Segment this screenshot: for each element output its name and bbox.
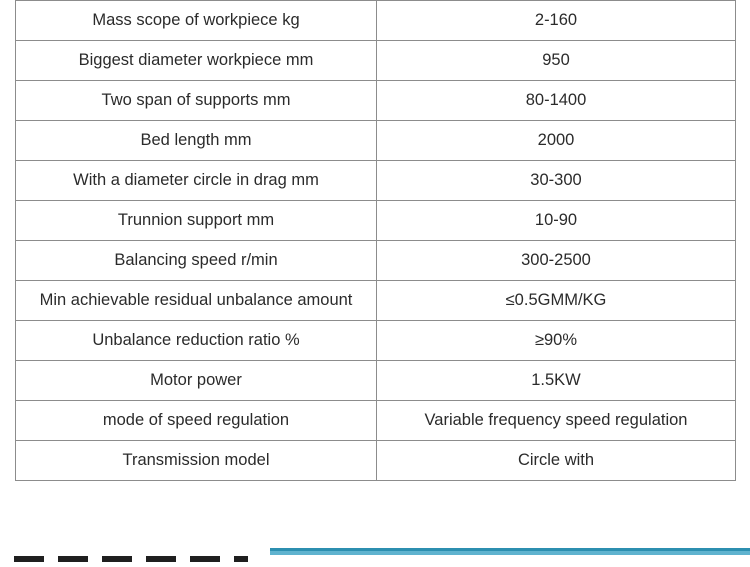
table-row bbox=[16, 201, 736, 241]
param-cell: Balancing speed r/min bbox=[16, 241, 377, 281]
value-cell: Circle with bbox=[377, 441, 736, 481]
section-banner-highlight bbox=[270, 551, 750, 555]
param-cell: Unbalance reduction ratio % bbox=[16, 321, 377, 361]
param-cell: Biggest diameter workpiece mm bbox=[16, 41, 377, 81]
value-cell: 80-1400 bbox=[377, 81, 736, 121]
table-row bbox=[16, 81, 736, 121]
value-cell: 30-300 bbox=[377, 161, 736, 201]
table-row bbox=[16, 441, 736, 481]
param-cell: Transmission model bbox=[16, 441, 377, 481]
table-row bbox=[16, 41, 736, 81]
param-cell: Bed length mm bbox=[16, 121, 377, 161]
cropped-heading-glyphs bbox=[14, 549, 269, 555]
value-cell: Variable frequency speed regulation bbox=[377, 401, 736, 441]
table-row bbox=[16, 401, 736, 441]
value-cell: ≥90% bbox=[377, 321, 736, 361]
value-cell: 2000 bbox=[377, 121, 736, 161]
param-cell: Two span of supports mm bbox=[16, 81, 377, 121]
param-cell: Trunnion support mm bbox=[16, 201, 377, 241]
value-cell: 10-90 bbox=[377, 201, 736, 241]
table-row bbox=[16, 281, 736, 321]
param-cell: Min achievable residual unbalance amount bbox=[16, 281, 377, 321]
table-row bbox=[16, 1, 736, 41]
table-row bbox=[16, 121, 736, 161]
spec-table bbox=[15, 0, 736, 481]
value-cell: 950 bbox=[377, 41, 736, 81]
value-cell: 1.5KW bbox=[377, 361, 736, 401]
param-cell: Motor power bbox=[16, 361, 377, 401]
table-row bbox=[16, 241, 736, 281]
value-cell: 2-160 bbox=[377, 1, 736, 41]
value-cell: 300-2500 bbox=[377, 241, 736, 281]
param-cell: Mass scope of workpiece kg bbox=[16, 1, 377, 41]
param-cell: mode of speed regulation bbox=[16, 401, 377, 441]
value-cell: ≤0.5GMM/KG bbox=[377, 281, 736, 321]
param-cell: With a diameter circle in drag mm bbox=[16, 161, 377, 201]
table-row bbox=[16, 161, 736, 201]
table-row bbox=[16, 321, 736, 361]
table-row bbox=[16, 361, 736, 401]
